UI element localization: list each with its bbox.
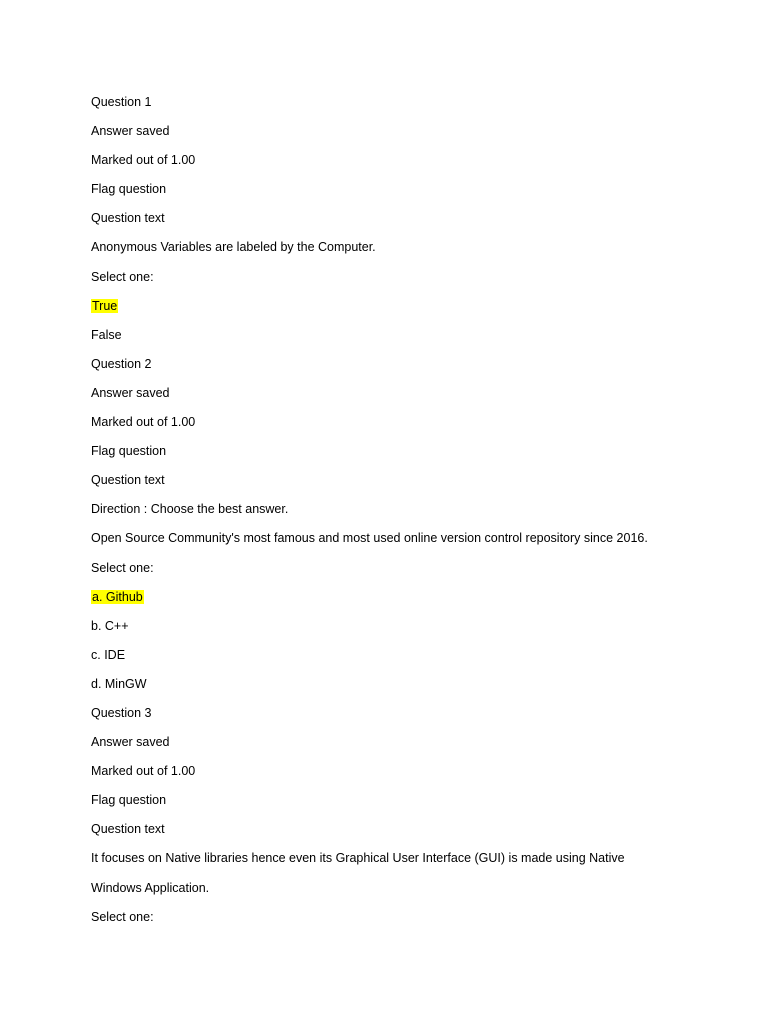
- document-line: [91, 529, 731, 558]
- document-line: [91, 559, 731, 588]
- line-text: Direction : Choose the best answer.: [91, 502, 289, 517]
- document-line: [91, 675, 731, 704]
- document-line: [91, 326, 731, 355]
- line-text: Answer saved: [91, 124, 170, 139]
- line-text: False: [91, 327, 122, 342]
- document-line: [91, 733, 731, 762]
- line-text: Marked out of 1.00: [91, 764, 196, 779]
- highlighted-answer-text: True: [92, 298, 118, 313]
- line-text: d. MinGW: [91, 676, 147, 691]
- line-text: Marked out of 1.00: [91, 153, 196, 168]
- line-text: Answer saved: [91, 735, 170, 750]
- document-line: [91, 646, 731, 675]
- document-line: [91, 442, 731, 471]
- line-text: Flag question: [91, 793, 167, 808]
- document-line: [91, 180, 731, 209]
- document-line: [91, 355, 731, 384]
- line-text: Question 3: [91, 705, 152, 720]
- document-line: [91, 93, 731, 122]
- line-text: Answer saved: [91, 385, 170, 400]
- document-line: [91, 268, 731, 297]
- line-text: Flag question: [91, 444, 167, 459]
- document-line: [91, 209, 731, 238]
- line-text: Marked out of 1.00: [91, 415, 196, 430]
- line-text: Windows Application.: [91, 880, 210, 895]
- document-line: [91, 122, 731, 151]
- document-line: [91, 384, 731, 413]
- document-line: [91, 820, 731, 849]
- line-text: Question text: [91, 473, 165, 488]
- line-text: Select one:: [91, 269, 154, 284]
- document-line: [91, 297, 731, 326]
- line-text: Question 2: [91, 356, 152, 371]
- line-text: b. C++: [91, 618, 129, 633]
- line-text: Open Source Community's most famous and most used online version control repository since 2016.: [91, 531, 648, 546]
- document-line: [91, 704, 731, 733]
- line-text: Select one:: [91, 560, 154, 575]
- line-text: Question text: [91, 822, 165, 837]
- line-text: Flag question: [91, 182, 167, 197]
- line-text: It focuses on Native libraries hence even its Graphical User Interface (GUI) is made using Native: [91, 851, 625, 866]
- document-line: [91, 151, 731, 180]
- line-text: Question 1: [91, 95, 152, 109]
- document-line: [91, 500, 731, 529]
- document-line: [91, 588, 731, 617]
- line-text: Anonymous Variables are labeled by the Computer.: [91, 240, 376, 255]
- document-line: [91, 849, 731, 878]
- document-body: [91, 93, 731, 937]
- line-text: c. IDE: [91, 647, 126, 662]
- document-line: [91, 791, 731, 820]
- document-line: [91, 413, 731, 442]
- document-line: [91, 762, 731, 791]
- document-line: [91, 238, 731, 267]
- line-text: Select one:: [91, 909, 154, 924]
- highlighted-answer-text: a. Github: [92, 589, 143, 604]
- line-text: Question text: [91, 211, 165, 226]
- document-line: [91, 879, 731, 908]
- document-line: [91, 908, 731, 937]
- document-line: [91, 471, 731, 500]
- document-line: [91, 617, 731, 646]
